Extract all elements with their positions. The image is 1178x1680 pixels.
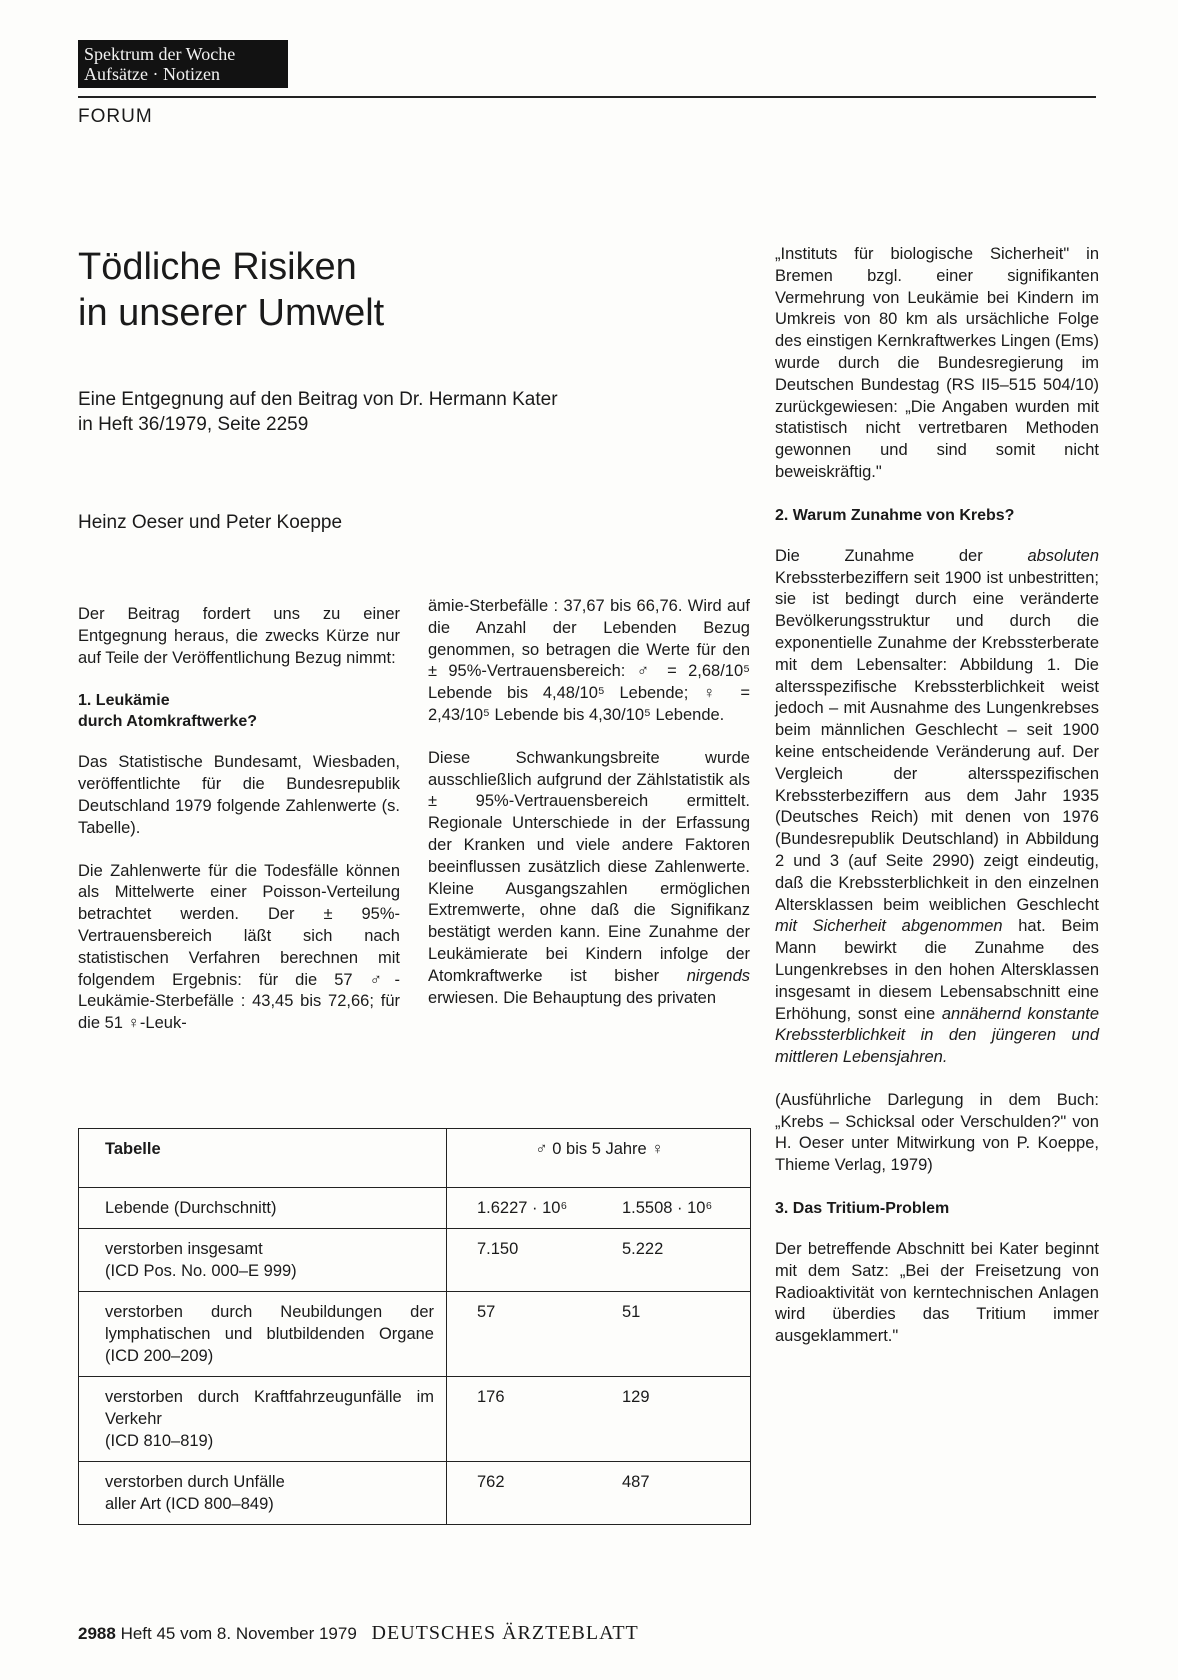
paragraph: Die Zahlenwerte für die Todesfälle können als Mittelwerte einer Poisson-Verteilung betrachtet werden. Der ± 95%-Vertrauensbereich läßt sich nach statistischen Verfahren berechnen mit folgendem Ergebnis: für die 57 ♂-Leukämie-Sterbefälle : 43,45 bis 72,66; für die 51 ♀-Leuk- xyxy=(78,861,400,1033)
section-label: FORUM xyxy=(78,106,153,127)
paragraph: „Instituts für biologische Sicherheit" in Bremen bzgl. einer signifikanten Vermehrung von Leukämie bei Kindern im Umkreis von 80 km als ursächliche Folge des einstigen Kernkraftwerkes Lingen (Ems) wurde durch die Bundesregierung im Deutschen Bundestag (RS II5–515 504/10) zurückgewiesen: „Die Angaben wurden mit statistisch nicht vertretbaren Methoden gewonnen und sind somit nicht beweiskräftig." xyxy=(775,245,1099,481)
text-run: erwiesen. Die Behauptung des privaten xyxy=(428,988,717,1007)
female-value: 5.222 xyxy=(622,1240,664,1258)
section-heading-1-line1: 1. Leukämie xyxy=(78,692,170,710)
emphasis: absoluten xyxy=(1027,546,1099,565)
authors: Heinz Oeser und Peter Koeppe xyxy=(78,512,343,533)
article-subtitle xyxy=(78,387,678,437)
section-heading-3: 3. Das Tritium-Problem xyxy=(775,1200,950,1218)
emphasis: mit Sicherheit abgenommen xyxy=(775,917,1003,936)
row-label: verstorben durch Kraftfahrzeugunfälle im Verkehr (ICD 810–819) xyxy=(79,1377,447,1462)
subtitle-line2: in Heft 36/1979, Seite 2259 xyxy=(78,414,309,435)
male-value: 762 xyxy=(477,1473,505,1491)
paragraph xyxy=(428,748,750,1010)
female-value: 487 xyxy=(622,1473,650,1491)
section-heading-1 xyxy=(78,690,400,732)
column-1 xyxy=(78,604,400,1056)
paragraph: (Ausführliche Darlegung in dem Buch: „Krebs – Schicksal oder Verschulden?" von H. Oeser unter Mitwirkung von P. Koeppe, Thieme Verlag, 1979) xyxy=(775,1090,1099,1175)
row-values xyxy=(447,1462,751,1525)
paragraph: Der betreffende Abschnitt bei Kater beginnt mit dem Satz: „Bei der Freisetzung von Radioaktivität von kerntechnischen Anlagen wird überdies das Tritium immer ausgeklammert." xyxy=(775,1240,1099,1346)
table-row xyxy=(79,1462,751,1525)
text-run: Krebssterbeziffern seit 1900 ist unbestritten; sie ist bedingt durch eine veränderte Bevölkerungsstruktur und durch die exponentielle Zunahme der Krebssterberate mit dem Lebensalter: Abbildung 1. Die altersspezifische Krebssterblichkeit weist jedoch – mit Ausnahme des Lungenkrebses beim männlichen Geschlecht – seit 1900 keine entscheidende Veränderung auf. Der Vergleich der altersspezifischen Krebssterbeziffern aus dem Jahr 1935 (Deutsches Reich) mit denen von 1976 (Bundesrepublik Deutschland) in Abbildung 2 und 3 (auf Seite 2990) zeigt eindeutig, daß die Krebssterblichkeit in den einzelnen Altersklassen beim weiblichen Geschlecht xyxy=(775,568,1099,914)
page-number: 2988 xyxy=(78,1624,116,1643)
intro-paragraph: Der Beitrag fordert uns zu einer Entgegnung heraus, die zwecks Kürze nur auf Teile der Veröffentlichung Bezug nimmt: xyxy=(78,605,400,667)
section-heading-1-line2: durch Atomkraftwerke? xyxy=(78,713,257,731)
masthead xyxy=(78,40,288,88)
row-label: Lebende (Durchschnitt) xyxy=(79,1188,447,1229)
text-run: Diese Schwankungsbreite wurde ausschließlich aufgrund der Zählstatistik als ± 95%-Vertrauensbereich ermittelt. Regionale Unterschiede in der Erfassung der Kranken und viele andere Faktoren beeinflussen zusätzlich diese Zahlenwerte. Kleine Ausgangszahlen ermöglichen Extremwerte, ohne daß die Signifikanz bestätigt werden kann. Eine Zunahme der Leukämierate bei Kindern infolge der Atomkraftwerke ist bisher xyxy=(428,748,750,985)
emphasis: annähernd konstante Krebssterblichkeit in den jüngeren und mittleren Lebensjahren. xyxy=(775,1004,1100,1067)
male-value: 7.150 xyxy=(477,1240,519,1258)
title-line1: Tödliche Risiken xyxy=(78,246,357,288)
issue-info: Heft 45 vom 8. November 1979 xyxy=(120,1624,357,1643)
male-value: 176 xyxy=(477,1388,505,1406)
row-label: verstorben durch Unfälle aller Art (ICD 800–849) xyxy=(79,1462,447,1525)
emphasis: nirgends xyxy=(686,966,750,985)
table-row xyxy=(79,1377,751,1462)
female-value: 51 xyxy=(622,1303,641,1321)
column-3 xyxy=(775,244,1099,1369)
row-label: verstorben insgesamt (ICD Pos. No. 000–E 999) xyxy=(79,1229,447,1292)
title-line2: in unserer Umwelt xyxy=(78,292,385,334)
column-2 xyxy=(428,596,750,1030)
table-row xyxy=(79,1229,751,1292)
female-value: 1.5508 · 10⁶ xyxy=(622,1199,713,1217)
row-label: verstorben durch Neubildungen der lymphatischen und blutbildenden Organe (ICD 200–209) xyxy=(79,1292,447,1377)
paragraph: ämie-Sterbefälle : 37,67 bis 66,76. Wird auf die Anzahl der Lebenden Bezug genommen, so betragen die Werte für den ± 95%-Vertrauensbereich: ♂ = 2,68/10⁵ Lebende bis 4,48/10⁵ Lebende; ♀ = 2,43/10⁵ Lebende bis 4,30/10⁵ Lebende. xyxy=(428,597,750,724)
journal-name: DEUTSCHES ÄRZTEBLATT xyxy=(371,1622,639,1644)
row-values xyxy=(447,1292,751,1377)
text-run: Die Zunahme der xyxy=(775,546,1028,565)
male-value: 1.6227 · 10⁶ xyxy=(477,1199,568,1217)
row-values xyxy=(447,1377,751,1462)
table-header-value: ♂ 0 bis 5 Jahre ♀ xyxy=(447,1129,751,1188)
header-rule xyxy=(78,96,1096,98)
statistics-table xyxy=(78,1128,751,1525)
table-header-row xyxy=(79,1129,751,1188)
paragraph: Das Statistische Bundesamt, Wiesbaden, veröffentlichte für die Bundesrepublik Deutschland 1979 folgende Zahlenwerte (s. Tabelle). xyxy=(78,753,400,837)
row-values xyxy=(447,1188,751,1229)
table-row xyxy=(79,1292,751,1377)
row-values xyxy=(447,1229,751,1292)
article-title xyxy=(78,244,384,336)
male-value: 57 xyxy=(477,1303,496,1321)
section-heading-2: 2. Warum Zunahme von Krebs? xyxy=(775,506,1015,524)
subtitle-line1: Eine Entgegnung auf den Beitrag von Dr. Hermann Kater xyxy=(78,389,558,410)
female-value: 129 xyxy=(622,1388,650,1406)
table-header-label: Tabelle xyxy=(79,1129,447,1188)
table-row xyxy=(79,1188,751,1229)
masthead-line1: Spektrum der Woche xyxy=(84,44,236,64)
text-run: hat. Beim Mann bewirkt die Zunahme des Lungenkrebses in den hohen Altersklassen insgesamt in diesem Lebensabschnitt eine Erhöhung, sonst eine xyxy=(775,917,1099,1023)
page-footer xyxy=(78,1622,639,1645)
paragraph xyxy=(775,546,1099,1069)
masthead-line2: Aufsätze · Notizen xyxy=(84,64,220,84)
